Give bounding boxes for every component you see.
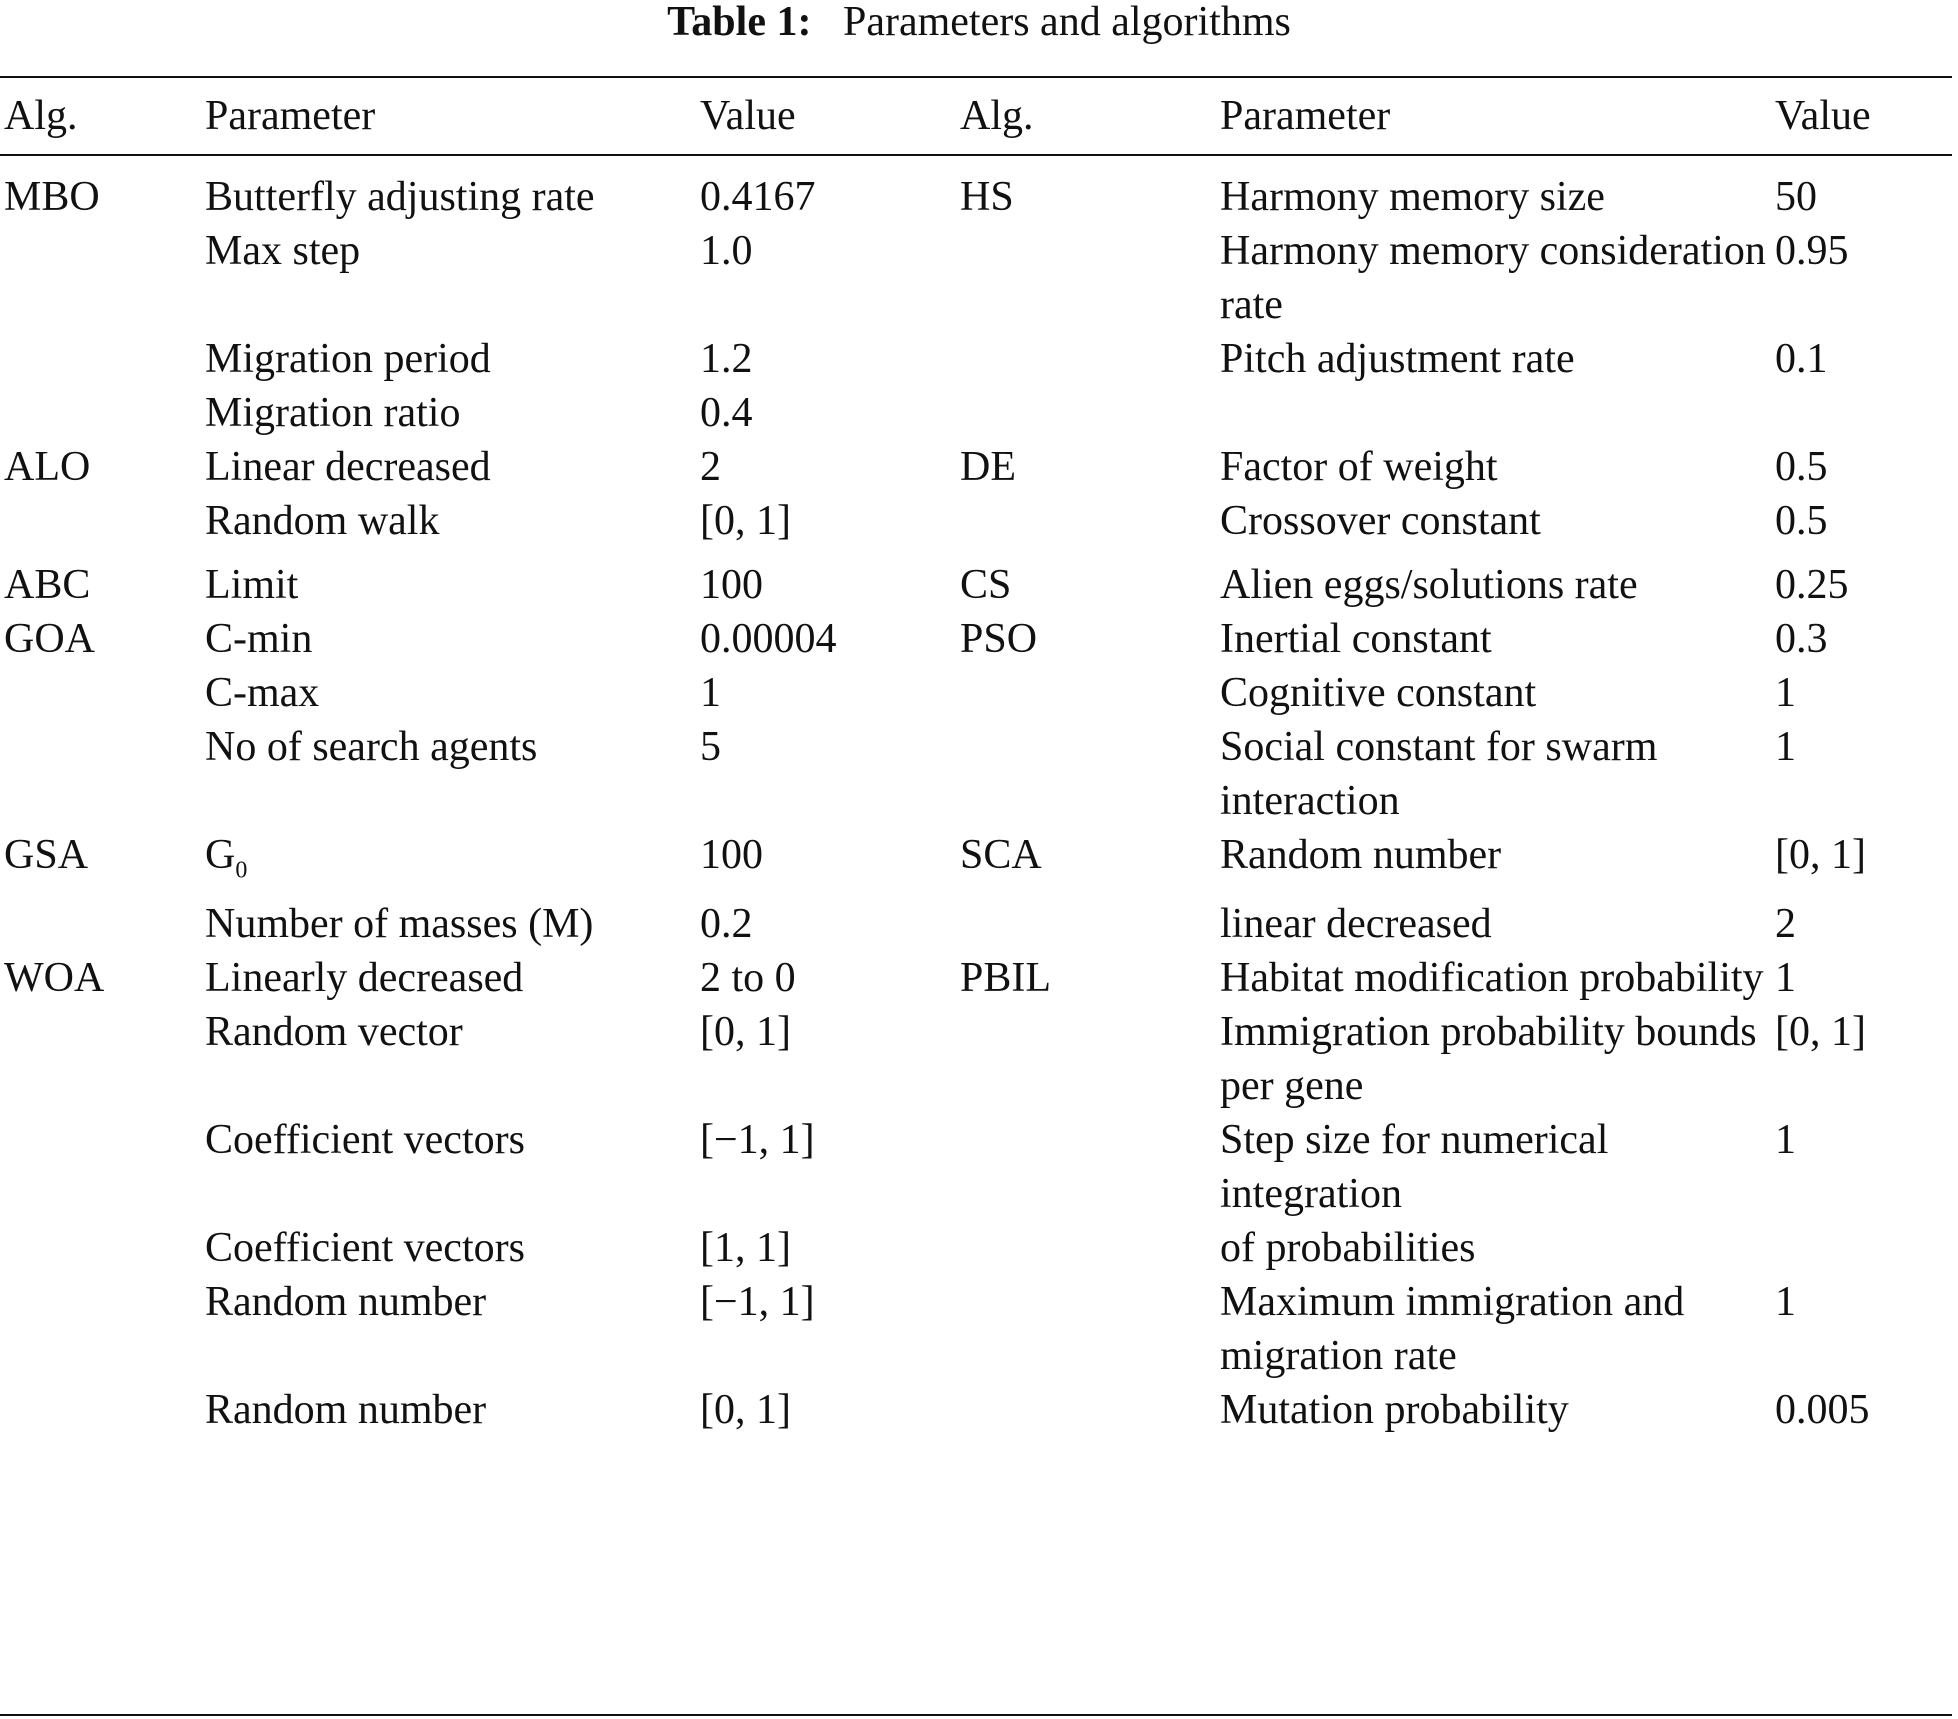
cell-parameter-left: Number of masses (M) [205,901,594,948]
table-row [0,224,1952,332]
cell-value-left: 1.0 [700,228,753,274]
cell-alg-right [960,332,1220,386]
cell-value-right: 0.5 [1775,498,1828,544]
table-row [0,828,1952,897]
cell-parameter-right: Alien eggs/solutions rate [1220,562,1638,608]
bottom-rule [0,1714,1952,1716]
cell-value-left: 100 [700,562,763,608]
gsa-g-symbol: G [205,832,236,878]
cell-parameter-right: Pitch adjustment rate [1220,336,1575,382]
cell-alg-right: PBIL [960,955,1052,1002]
cell-alg-right [960,1383,1220,1443]
table-row [0,386,1952,440]
cell-alg-right: CS [960,562,1012,608]
cell-parameter-left: Coefficient vectors [205,1225,525,1272]
cell-parameter-right [1220,386,1775,440]
table-row [0,612,1952,666]
table-row [0,332,1952,386]
cell-parameter-left: Max step [205,228,361,274]
cell-parameter-right: Harmony memory size [1220,174,1605,220]
cell-parameter-right: Step size for numerical integration [1220,1117,1609,1218]
cell-alg-left [0,1383,205,1443]
cell-parameter-right: Maximum immigration and migration rate [1220,1279,1685,1380]
cell-value-right [1775,1221,1952,1275]
cell-parameter-right: Social constant for swarm interaction [1220,724,1658,824]
cell-alg-left [0,1005,205,1113]
cell-alg-left [0,494,205,548]
cell-parameter-left: Butterfly adjusting rate [205,174,595,220]
cell-value-left: 5 [700,724,721,770]
cell-alg-left [0,666,205,720]
cell-alg-right [960,386,1220,440]
header-parameter-left: Parameter [205,93,376,139]
header-value-right: Value [1775,93,1871,139]
cell-value-right: 50 [1775,174,1817,220]
cell-value-left: 1 [700,670,721,716]
table-row [0,1113,1952,1221]
cell-value-right: 0.005 [1775,1387,1870,1434]
caption-title: Parameters and algorithms [842,0,1291,45]
cell-value-left: [0, 1] [700,498,791,544]
cell-value-right: 1 [1775,1117,1796,1164]
cell-alg-right [960,1221,1220,1275]
cell-parameter-right: Habitat modification probability [1220,955,1764,1002]
cell-parameter-left: Migration period [205,336,491,382]
cell-value-right: [0, 1] [1775,1009,1866,1056]
cell-value-right: 1 [1775,1279,1796,1326]
table-row [0,440,1952,494]
cell-alg-left: ALO [4,444,91,490]
cell-value-right: 1 [1775,724,1796,770]
cell-alg-right: SCA [960,832,1042,878]
cell-alg-right [960,1275,1220,1383]
cell-alg-left: MBO [4,174,100,220]
cell-alg-right: PSO [960,616,1038,662]
header-alg-right: Alg. [960,93,1034,139]
cell-parameter-right: Cognitive constant [1220,670,1537,716]
cell-alg-left [0,224,205,332]
cell-value-right: 0.5 [1775,444,1828,490]
table-row [0,494,1952,548]
table-row [0,548,1952,612]
cell-value-left: 100 [700,832,763,878]
table-row [0,897,1952,951]
table-row [0,154,1952,224]
table-row [0,720,1952,828]
cell-value-right: 0.25 [1775,562,1849,608]
cell-value-left: 0.4 [700,390,753,436]
cell-value-right [1775,386,1952,440]
cell-value-right: 0.1 [1775,336,1828,382]
cell-alg-left: WOA [4,955,105,1002]
header-row [0,78,1952,154]
cell-parameter-right: of probabilities [1220,1225,1476,1272]
cell-alg-left [0,1221,205,1275]
caption-label: Table 1: [667,0,812,45]
cell-alg-left [0,720,205,828]
cell-alg-right [960,897,1220,951]
cell-value-left: [0, 1] [700,1387,791,1434]
cell-value-left: 2 [700,444,721,490]
cell-value-left: 0.2 [700,901,753,948]
cell-parameter-left: Migration ratio [205,390,461,436]
cell-parameter-left: Random vector [205,1009,463,1056]
cell-parameter-right: Harmony memory consideration rate [1220,228,1766,328]
cell-alg-left [0,386,205,440]
cell-value-left: [−1, 1] [700,1279,815,1326]
cell-parameter-left: Linearly decreased [205,955,524,1002]
cell-parameter-left: Limit [205,562,299,608]
cell-alg-right [960,494,1220,548]
cell-parameter-left [205,828,700,897]
cell-alg-left: GOA [4,616,95,662]
cell-alg-left: ABC [4,562,91,608]
cell-value-left: 0.4167 [700,174,816,220]
header-parameter-right: Parameter [1220,93,1391,139]
cell-alg-right: HS [960,174,1014,220]
cell-alg-left: GSA [4,832,89,878]
cell-alg-right [960,720,1220,828]
cell-value-right: 1 [1775,670,1796,716]
cell-value-left: [−1, 1] [700,1117,815,1164]
table-row [0,666,1952,720]
cell-alg-left [0,1113,205,1221]
caption-spacer [822,0,833,45]
cell-value-right: [0, 1] [1775,832,1866,878]
gsa-g-subscript: 0 [235,857,248,884]
table-row [0,951,1952,1005]
cell-value-right: 1 [1775,955,1796,1002]
cell-parameter-right: Random number [1220,832,1502,878]
header-alg-left: Alg. [4,93,78,139]
header-value-left: Value [700,93,796,139]
cell-parameter-left: No of search agents [205,724,538,770]
cell-parameter-left: C-max [205,670,320,716]
table-row [0,1005,1952,1113]
cell-alg-left [0,897,205,951]
cell-value-left: [0, 1] [700,1009,791,1056]
cell-parameter-left: Linear decreased [205,444,491,490]
cell-parameter-right: Factor of weight [1220,444,1498,490]
cell-alg-left [0,332,205,386]
cell-alg-right: DE [960,444,1016,490]
cell-parameter-left: Random number [205,1387,487,1434]
cell-alg-right [960,1113,1220,1221]
table-caption [0,0,1958,44]
cell-alg-right [960,1005,1220,1113]
cell-alg-right [960,224,1220,332]
table-row [0,1275,1952,1383]
cell-value-right: 2 [1775,901,1796,948]
cell-parameter-right: Mutation probability [1220,1387,1569,1434]
cell-parameter-left: Random walk [205,498,440,544]
cell-parameter-left: C-min [205,616,313,662]
cell-alg-left [0,1275,205,1383]
table-row [0,1221,1952,1275]
cell-value-left: 1.2 [700,336,753,382]
cell-parameter-right: linear decreased [1220,901,1492,948]
cell-parameter-left: Coefficient vectors [205,1117,525,1164]
cell-value-left: 0.00004 [700,616,837,662]
cell-parameter-right: Inertial constant [1220,616,1492,662]
cell-value-left: [1, 1] [700,1225,791,1272]
cell-value-right: 0.95 [1775,228,1849,274]
cell-alg-right [960,666,1220,720]
table-row [0,1383,1952,1443]
cell-value-left: 2 to 0 [700,955,796,1002]
cell-parameter-right: Crossover constant [1220,498,1541,544]
cell-value-right: 0.3 [1775,616,1828,662]
cell-parameter-right: Immigration probability bounds per gene [1220,1009,1757,1110]
cell-parameter-left: Random number [205,1279,487,1326]
parameters-table [0,78,1952,1443]
